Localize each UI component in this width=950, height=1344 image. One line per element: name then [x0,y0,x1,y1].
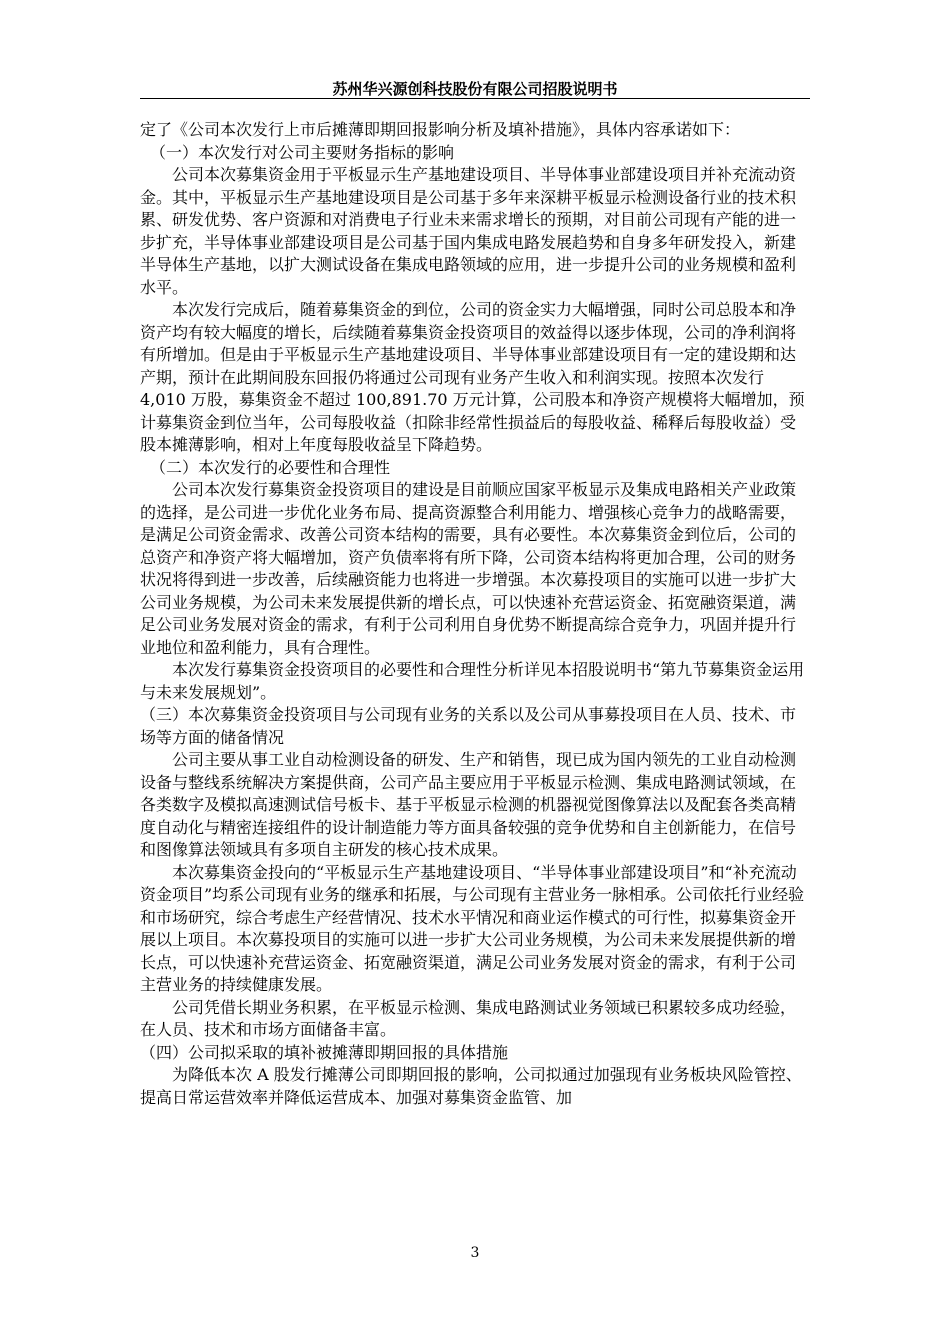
document-header: 苏州华兴源创科技股份有限公司招股说明书 [332,80,618,98]
paragraph-intro: 定了《公司本次发行上市后摊薄即期回报影响分析及填补措施》，具体内容承诺如下： [140,120,741,139]
document-body [140,119,810,1109]
paragraph-3-2: 本次募集资金投向的“平板显示生产基地建设项目、“半导体事业部建设项目”和“补充流动资金项目”均系公司现有业务的继承和拓展，与公司现有主营业务一脉相承。公司依托行业经验和市场研究，综合考虑生产经营情况、技术水平情况和商业运作模式的可行性，拟募集资金开展以上项目。本次募投项目的实施可以进一步扩大公司业务规模，为公司未来发展提供新的增长点，可以快速补充营运资金、拓宽融资渠道，满足公司业务发展对资金的需求，有利于公司主营业务的持续健康发展。 [140,862,805,994]
paragraph-4-1: 为降低本次 A 股发行摊薄公司即期回报的影响，公司拟通过加强现有业务板块风险管控、提高日常运营效率并降低运营成本、加强对募集资金监管、加 [140,1065,802,1107]
paragraph-3-3: 公司凭借长期业务积累，在平板显示检测、集成电路测试业务领域已积累较多成功经验，在人员、技术和市场方面储备丰富。 [140,997,797,1039]
paragraph-3-1: 公司主要从事工业自动检测设备的研发、生产和销售，现已成为国内领先的工业自动检测设备与整线系统解决方案提供商，公司产品主要应用于平板显示检测、集成电路测试领域，在各类数字及模拟高速测试信号板卡、基于平板显示检测的机器视觉图像算法以及配套各类高精度自动化与精密连接组件的设计制造能力等方面具备较强的竞争优势和自主创新能力，在信号和图像算法领域具有多项自主研发的核心技术成果。 [140,750,797,859]
section-heading-4: （四）公司拟采取的填补被摊薄即期回报的具体措施 [140,1042,509,1062]
paragraph-1-1: 公司本次募集资金用于平板显示生产基地建设项目、半导体事业部建设项目并补充流动资金。其中，平板显示生产基地建设项目是公司基于多年来深耕平板显示检测设备行业的技术积累、研发优势、客户资源和对消费电子行业未来需求增长的预期，对目前公司现有产能的进一步扩充，半导体事业部建设项目是公司基于国内集成电路发展趋势和自身多年研发投入，新建半导体生产基地，以扩大测试设备在集成电路领域的应用，进一步提升公司的业务规模和盈利水平。 [140,165,797,297]
header-divider [140,98,810,99]
page-number: 3 [470,1245,480,1261]
section-heading-3: （三）本次募集资金投资项目与公司现有业务的关系以及公司从事募投项目在人员、技术、市场等方面的储备情况 [140,705,797,747]
section-heading-2: （二）本次发行的必要性和合理性 [150,457,391,477]
paragraph-1-2: 本次发行完成后，随着募集资金的到位，公司的资金实力大幅增强，同时公司总股本和净资产均有较大幅度的增长，后续随着募集资金投资项目的效益得以逐步体现，公司的净利润将有所增加。但是由于平板显示生产基地建设项目、半导体事业部建设项目有一定的建设期和达产期，预计在此期间股东回报仍将通过公司现有业务产生收入和利润实现。按照本次发行 4,010 万股，募集资金不超过 100,891.70 万元计算，公司股本和净资产规模将大幅增加，预计募集资金到位当年，公司每股收益（扣除非经常性损益后的每股收益、稀释后每股收益）受股本摊薄影响，相对上年度每股收益呈下降趋势。 [140,300,805,454]
paragraph-2-2: 本次发行募集资金投资项目的必要性和合理性分析详见本招股说明书“第九节募集资金运用与未来发展规划”。 [140,660,805,702]
section-heading-1: （一）本次发行对公司主要财务指标的影响 [150,142,455,162]
paragraph-2-1: 公司本次发行募集资金投资项目的建设是目前顺应国家平板显示及集成电路相关产业政策的选择，是公司进一步优化业务布局、提高资源整合利用能力、增强核心竞争力的战略需要，是满足公司资金需求、改善公司资本结构的需要，具有必要性。本次募集资金到位后，公司的总资产和净资产将大幅增加，资产负债率将有所下降，公司资本结构将更加合理，公司的财务状况将得到进一步改善，后续融资能力也将进一步增强。本次募投项目的实施可以进一步扩大公司业务规模，为公司未来发展提供新的增长点，可以快速补充营运资金、拓宽融资渠道，满足公司业务发展对资金的需求，有利于公司利用自身优势不断提高综合竞争力，巩固并提升行业地位和盈利能力，具有合理性。 [140,480,797,657]
